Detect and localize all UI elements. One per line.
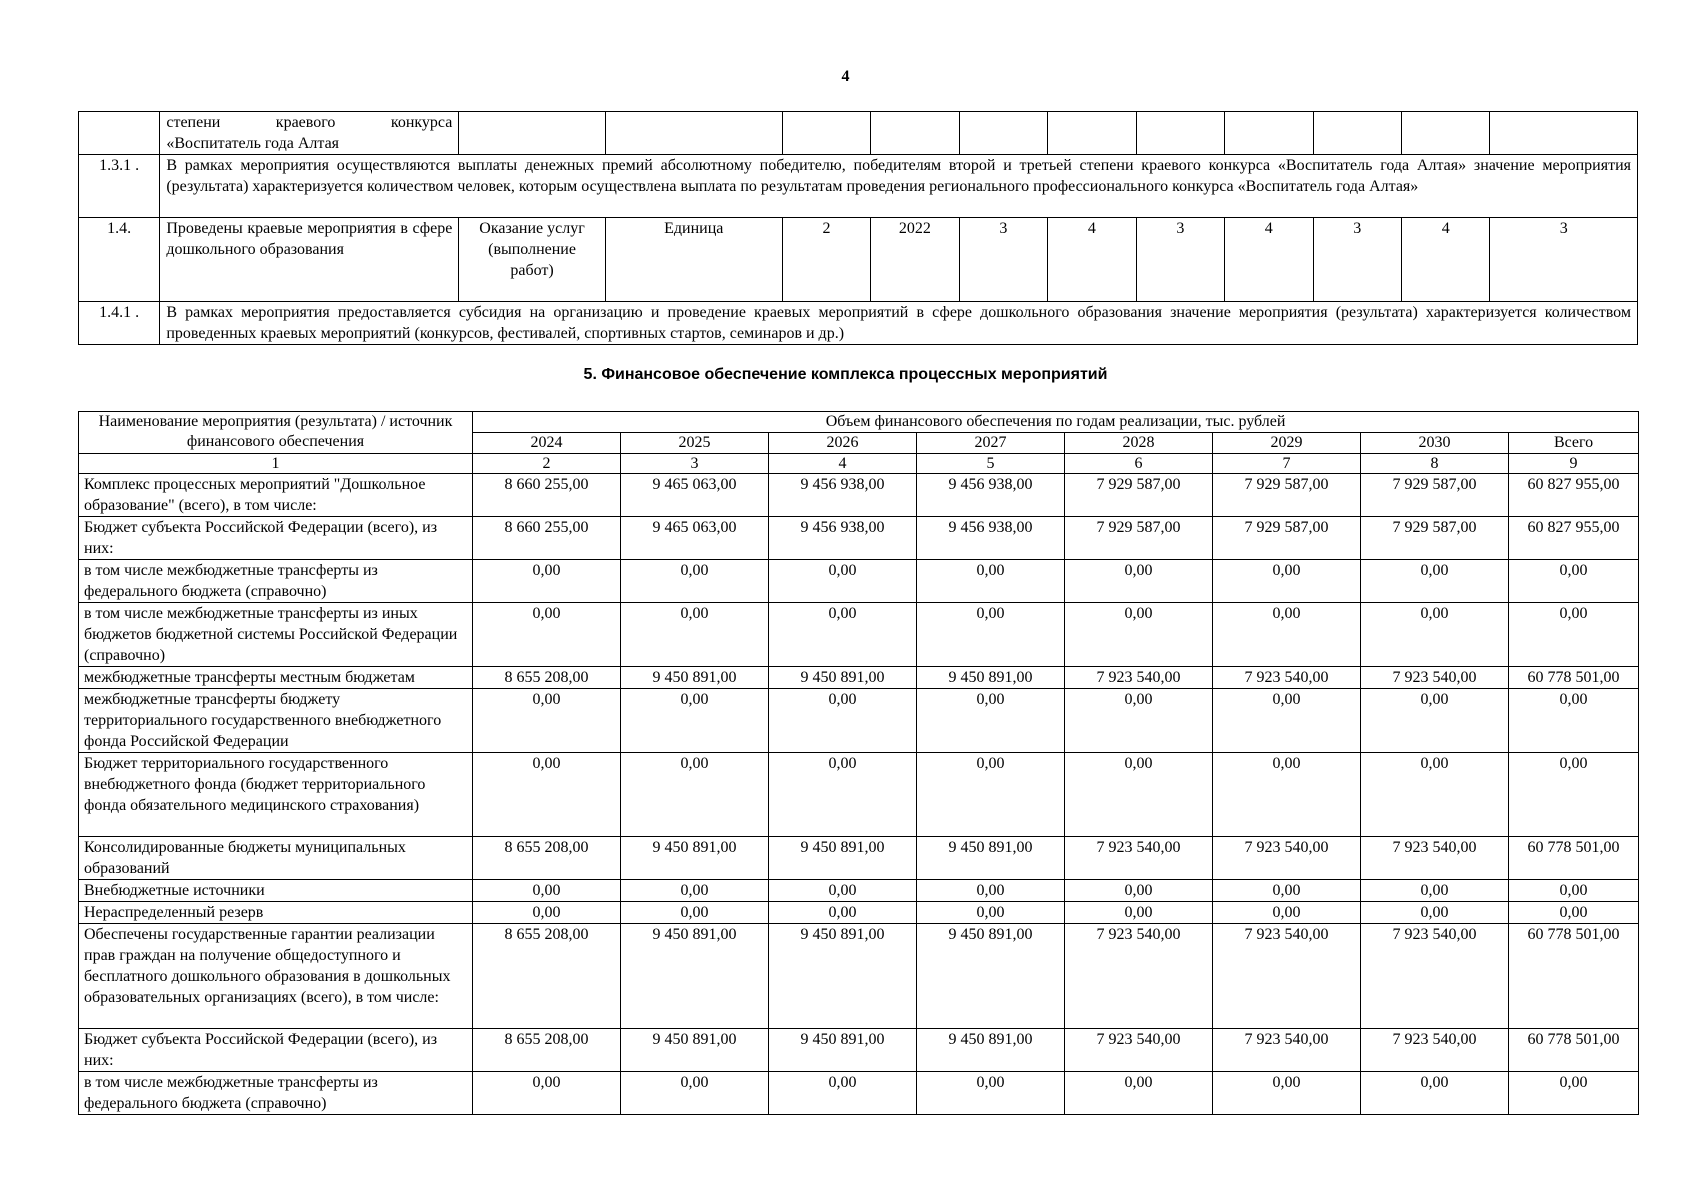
amount-cell: 0,00 <box>1213 880 1361 902</box>
amount-cell: 0,00 <box>1361 560 1509 603</box>
amount-cell: 0,00 <box>1213 689 1361 753</box>
amount-cell: 0,00 <box>621 689 769 753</box>
amount-cell: 9 450 891,00 <box>769 1029 917 1072</box>
source-name: в том числе межбюджетные трансферты из федерального бюджета (справочно) <box>79 1072 473 1115</box>
base-value: 2 <box>782 218 870 302</box>
header-row <box>79 412 1639 433</box>
amount-cell: 0,00 <box>1509 560 1639 603</box>
amount-cell: 0,00 <box>769 689 917 753</box>
amount-cell: 0,00 <box>1065 603 1213 667</box>
amount-cell: 60 778 501,00 <box>1509 667 1639 689</box>
table-row <box>79 880 1639 902</box>
amount-cell: 9 450 891,00 <box>621 837 769 880</box>
amount-cell: 7 923 540,00 <box>1065 837 1213 880</box>
amount-cell: 7 923 540,00 <box>1361 667 1509 689</box>
table-row <box>79 667 1639 689</box>
table-row <box>79 112 1638 155</box>
amount-cell: 7 923 540,00 <box>1213 924 1361 1029</box>
amount-cell: 0,00 <box>1361 603 1509 667</box>
amount-cell: 8 655 208,00 <box>473 1029 621 1072</box>
amount-cell: 0,00 <box>917 902 1065 924</box>
amount-cell: 8 660 255,00 <box>473 474 621 517</box>
source-name: межбюджетные трансферты бюджету территориального государственного внебюджетного фонда Российской Федерации <box>79 689 473 753</box>
column-index: 3 <box>621 454 769 474</box>
row-text: степени краевого конкурса <box>166 114 453 131</box>
column-index: 8 <box>1361 454 1509 474</box>
year-header: 2024 <box>473 433 621 454</box>
amount-cell: 0,00 <box>1509 753 1639 837</box>
row-description: В рамках мероприятия осуществляются выплаты денежных премий абсолютному победителю, победителям второй и третьей степени краевого конкурса «Воспитатель года Алтая» значение мероприятия (результата) характеризуется количеством человек, которым осуществлена выплата по результатам проведения регионального профессионального конкурса «Воспитатель года Алтая» <box>160 155 1638 218</box>
amount-cell: 9 450 891,00 <box>769 924 917 1029</box>
amount-cell: 7 923 540,00 <box>1361 924 1509 1029</box>
amount-cell: 0,00 <box>1213 1072 1361 1115</box>
amount-cell: 0,00 <box>769 902 917 924</box>
source-name: в том числе межбюджетные трансферты из федерального бюджета (справочно) <box>79 560 473 603</box>
amount-cell: 0,00 <box>769 880 917 902</box>
amount-cell: 0,00 <box>769 1072 917 1115</box>
base-year: 2022 <box>871 218 959 302</box>
amount-cell: 0,00 <box>1065 902 1213 924</box>
amount-cell: 0,00 <box>1509 689 1639 753</box>
amount-cell: 0,00 <box>1213 902 1361 924</box>
table-row <box>79 1072 1639 1115</box>
amount-cell: 0,00 <box>917 880 1065 902</box>
amount-cell: 9 450 891,00 <box>917 667 1065 689</box>
amount-cell: 9 456 938,00 <box>769 474 917 517</box>
amount-cell: 0,00 <box>1065 1072 1213 1115</box>
value-cell: 3 <box>1136 218 1224 302</box>
amount-cell: 0,00 <box>1509 1072 1639 1115</box>
amount-cell: 8 660 255,00 <box>473 517 621 560</box>
source-name: Обеспечены государственные гарантии реализации прав граждан на получение общедоступного и бесплатного дошкольного образования в дошкольных образовательных организациях (всего), в том числе: <box>79 924 473 1029</box>
amount-cell: 0,00 <box>1213 560 1361 603</box>
amount-cell: 7 923 540,00 <box>1213 667 1361 689</box>
amount-cell: 7 923 540,00 <box>1065 924 1213 1029</box>
amount-cell: 7 923 540,00 <box>1361 837 1509 880</box>
amount-cell: 0,00 <box>917 1072 1065 1115</box>
amount-cell: 0,00 <box>1509 880 1639 902</box>
amount-cell: 9 465 063,00 <box>621 474 769 517</box>
amount-cell: 0,00 <box>917 603 1065 667</box>
row-number: 1.3.1 . <box>79 155 160 218</box>
amount-cell: 0,00 <box>473 560 621 603</box>
amount-cell: 7 929 587,00 <box>1361 474 1509 517</box>
source-name: Консолидированные бюджеты муниципальных образований <box>79 837 473 880</box>
section-title: 5. Финансовое обеспечение комплекса процессных мероприятий <box>583 366 1108 383</box>
row-number: 1.4. <box>79 218 160 302</box>
amount-cell: 7 929 587,00 <box>1213 517 1361 560</box>
table-row <box>79 603 1639 667</box>
amount-cell: 0,00 <box>1065 880 1213 902</box>
amount-cell: 60 827 955,00 <box>1509 474 1639 517</box>
table-row <box>79 689 1639 753</box>
amount-cell: 0,00 <box>1213 753 1361 837</box>
column-index: 1 <box>79 454 473 474</box>
column-index: 7 <box>1213 454 1361 474</box>
table-row <box>79 837 1639 880</box>
amount-cell: 0,00 <box>1509 603 1639 667</box>
amount-cell: 8 655 208,00 <box>473 667 621 689</box>
header-name: Наименование мероприятия (результата) / источник финансового обеспечения <box>79 412 473 454</box>
table-row <box>79 924 1639 1029</box>
value-cell: 3 <box>1313 218 1401 302</box>
amount-cell: 9 465 063,00 <box>621 517 769 560</box>
column-index: 5 <box>917 454 1065 474</box>
amount-cell: 0,00 <box>769 560 917 603</box>
amount-cell: 7 923 540,00 <box>1213 837 1361 880</box>
amount-cell: 7 923 540,00 <box>1065 667 1213 689</box>
amount-cell: 0,00 <box>473 603 621 667</box>
amount-cell: 60 778 501,00 <box>1509 837 1639 880</box>
table-row <box>79 218 1638 302</box>
value-cell: 4 <box>1048 218 1136 302</box>
amount-cell: 0,00 <box>473 902 621 924</box>
amount-cell: 0,00 <box>473 753 621 837</box>
table-row <box>79 517 1639 560</box>
amount-cell: 0,00 <box>769 603 917 667</box>
amount-cell: 7 929 587,00 <box>1213 474 1361 517</box>
amount-cell: 0,00 <box>1361 880 1509 902</box>
source-name: Нераспределенный резерв <box>79 902 473 924</box>
year-header: 2026 <box>769 433 917 454</box>
amount-cell: 9 456 938,00 <box>917 474 1065 517</box>
table-row <box>79 1029 1639 1072</box>
amount-cell: 9 450 891,00 <box>917 924 1065 1029</box>
source-name: Бюджет субъекта Российской Федерации (всего), из них: <box>79 517 473 560</box>
amount-cell: 9 450 891,00 <box>621 924 769 1029</box>
header-volume: Объем финансового обеспечения по годам реализации, тыс. рублей <box>473 412 1639 433</box>
value-cell: 4 <box>1225 218 1313 302</box>
row-text: «Воспитатель года Алтая <box>166 135 340 152</box>
column-index: 6 <box>1065 454 1213 474</box>
column-index-row <box>79 454 1639 474</box>
year-header: Всего <box>1509 433 1639 454</box>
year-header: 2027 <box>917 433 1065 454</box>
page-number: 4 <box>841 68 850 85</box>
amount-cell: 0,00 <box>917 753 1065 837</box>
row-number: 1.4.1 . <box>79 302 160 345</box>
amount-cell: 7 929 587,00 <box>1065 517 1213 560</box>
amount-cell: 7 923 540,00 <box>1213 1029 1361 1072</box>
year-header: 2025 <box>621 433 769 454</box>
amount-cell: 0,00 <box>621 1072 769 1115</box>
amount-cell: 0,00 <box>473 1072 621 1115</box>
source-name: Бюджет территориального государственного внебюджетного фонда (бюджет территориального фонда обязательного медицинского страхования) <box>79 753 473 837</box>
table-row <box>79 302 1638 345</box>
table-row <box>79 902 1639 924</box>
amount-cell: 0,00 <box>1065 753 1213 837</box>
table-row <box>79 474 1639 517</box>
amount-cell: 7 923 540,00 <box>1065 1029 1213 1072</box>
amount-cell: 9 450 891,00 <box>917 1029 1065 1072</box>
financing-table <box>78 411 1639 1115</box>
amount-cell: 0,00 <box>1361 902 1509 924</box>
value-cell: 3 <box>959 218 1047 302</box>
amount-cell: 0,00 <box>1361 753 1509 837</box>
unit: Единица <box>605 218 782 302</box>
column-index: 4 <box>769 454 917 474</box>
amount-cell: 9 450 891,00 <box>769 837 917 880</box>
amount-cell: 9 450 891,00 <box>621 1029 769 1072</box>
amount-cell: 0,00 <box>621 603 769 667</box>
amount-cell: 0,00 <box>917 689 1065 753</box>
column-index: 2 <box>473 454 621 474</box>
amount-cell: 7 923 540,00 <box>1361 1029 1509 1072</box>
amount-cell: 0,00 <box>621 753 769 837</box>
amount-cell: 0,00 <box>621 902 769 924</box>
table-row <box>79 560 1639 603</box>
amount-cell: 60 827 955,00 <box>1509 517 1639 560</box>
row-description: В рамках мероприятия предоставляется субсидия на организацию и проведение краевых мероприятий в сфере дошкольного образования значение мероприятия (результата) характеризуется количеством проведенных краевых мероприятий (конкурсов, фестивалей, спортивных стартов, семинаров и др.) <box>160 302 1638 345</box>
amount-cell: 60 778 501,00 <box>1509 924 1639 1029</box>
amount-cell: 0,00 <box>917 560 1065 603</box>
activity-type: Оказание услуг (выполнение работ) <box>459 218 605 302</box>
amount-cell: 9 456 938,00 <box>769 517 917 560</box>
year-header: 2028 <box>1065 433 1213 454</box>
source-name: Внебюджетные источники <box>79 880 473 902</box>
amount-cell: 0,00 <box>1065 560 1213 603</box>
amount-cell: 0,00 <box>1065 689 1213 753</box>
amount-cell: 9 450 891,00 <box>917 837 1065 880</box>
activity-name: Проведены краевые мероприятия в сфере дошкольного образования <box>160 218 459 302</box>
source-name: Комплекс процессных мероприятий "Дошкольное образование" (всего), в том числе: <box>79 474 473 517</box>
amount-cell: 0,00 <box>621 560 769 603</box>
column-index: 9 <box>1509 454 1639 474</box>
amount-cell: 0,00 <box>1361 689 1509 753</box>
table-row <box>79 753 1639 837</box>
amount-cell: 60 778 501,00 <box>1509 1029 1639 1072</box>
amount-cell: 0,00 <box>473 689 621 753</box>
amount-cell: 7 929 587,00 <box>1065 474 1213 517</box>
amount-cell: 8 655 208,00 <box>473 837 621 880</box>
amount-cell: 9 456 938,00 <box>917 517 1065 560</box>
amount-cell: 0,00 <box>1361 1072 1509 1115</box>
amount-cell: 0,00 <box>473 880 621 902</box>
amount-cell: 8 655 208,00 <box>473 924 621 1029</box>
amount-cell: 0,00 <box>1509 902 1639 924</box>
value-cell: 4 <box>1401 218 1489 302</box>
indicators-table <box>78 111 1638 345</box>
value-cell: 3 <box>1490 218 1638 302</box>
amount-cell: 9 450 891,00 <box>769 667 917 689</box>
year-header: 2029 <box>1213 433 1361 454</box>
amount-cell: 0,00 <box>769 753 917 837</box>
amount-cell: 0,00 <box>1213 603 1361 667</box>
amount-cell: 7 929 587,00 <box>1361 517 1509 560</box>
source-name: Бюджет субъекта Российской Федерации (всего), из них: <box>79 1029 473 1072</box>
amount-cell: 9 450 891,00 <box>621 667 769 689</box>
source-name: межбюджетные трансферты местным бюджетам <box>79 667 473 689</box>
source-name: в том числе межбюджетные трансферты из иных бюджетов бюджетной системы Российской Федерации (справочно) <box>79 603 473 667</box>
table-row <box>79 155 1638 218</box>
year-header: 2030 <box>1361 433 1509 454</box>
amount-cell: 0,00 <box>621 880 769 902</box>
